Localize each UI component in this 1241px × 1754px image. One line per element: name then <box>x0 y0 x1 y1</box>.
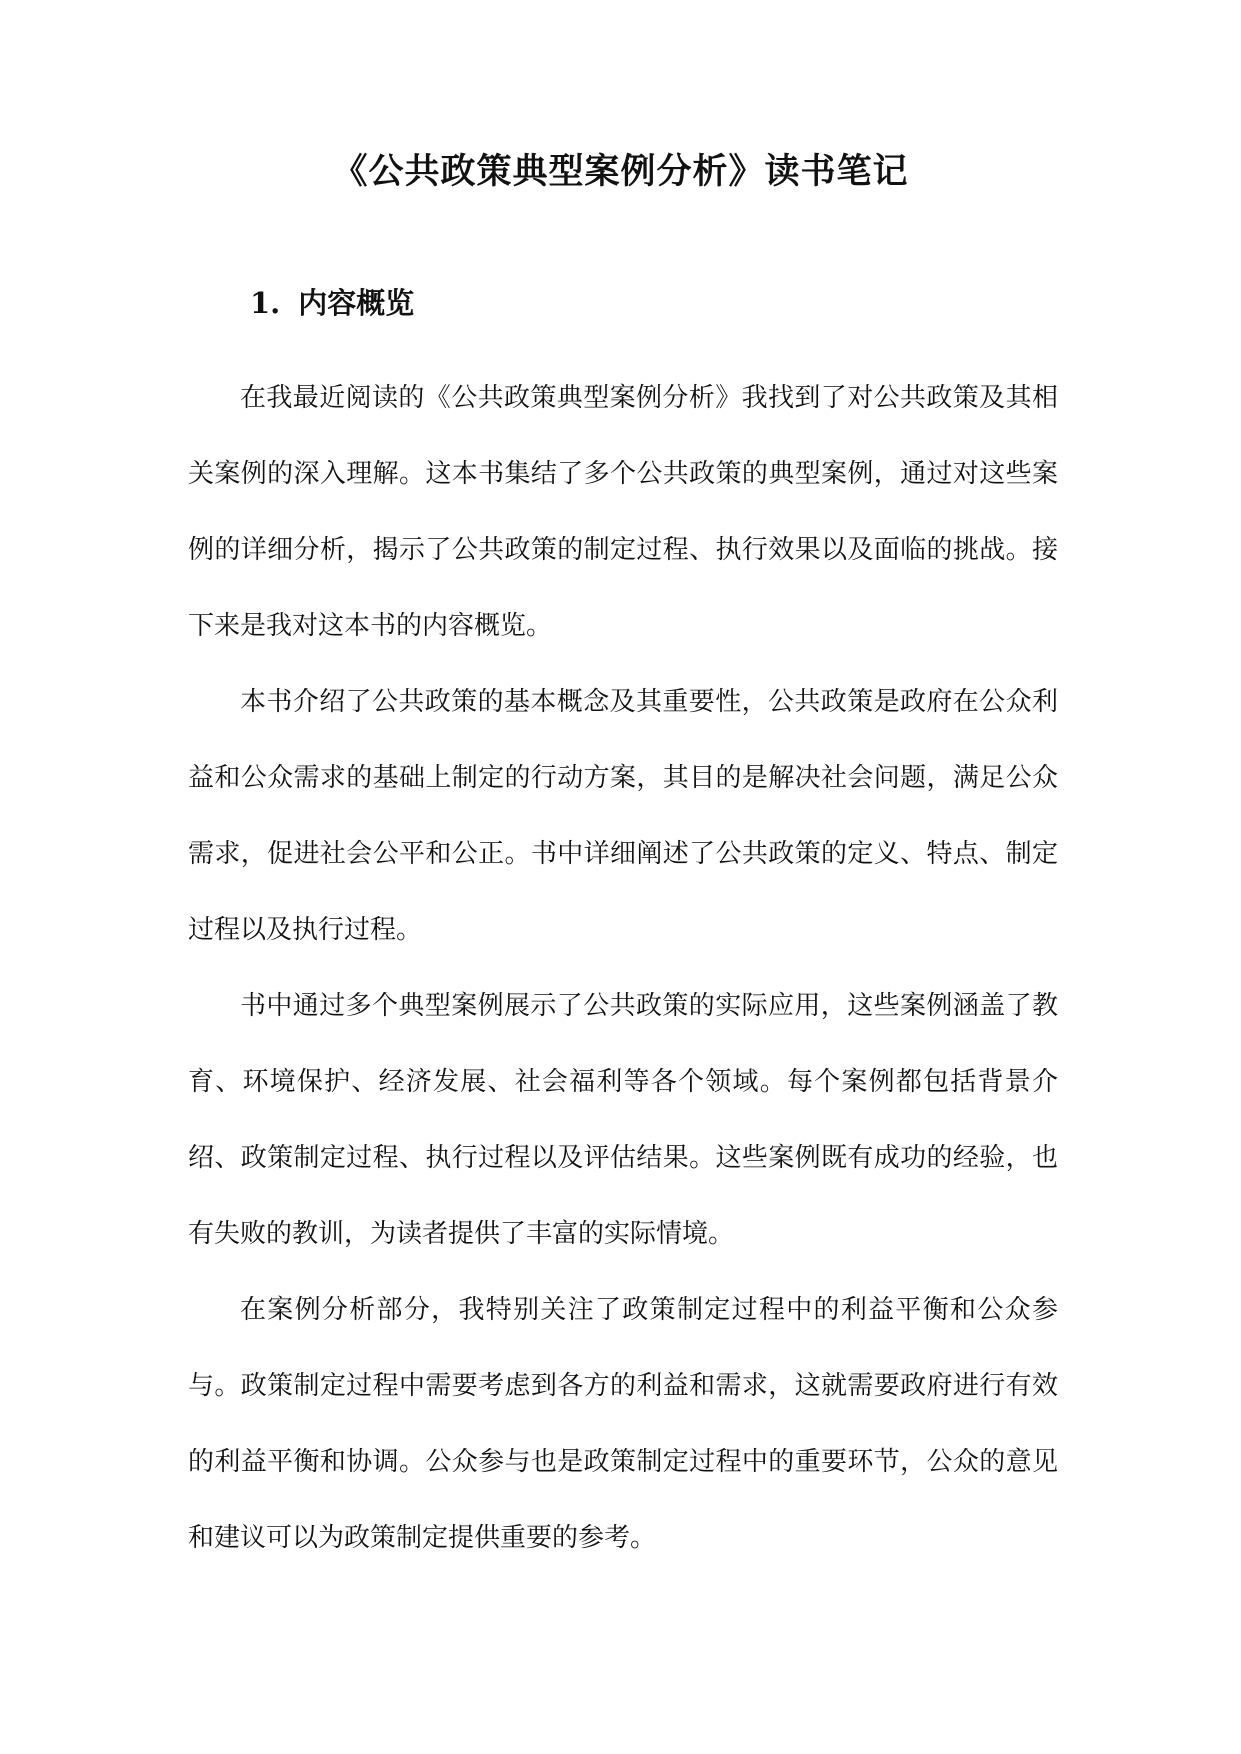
section-heading <box>250 283 414 323</box>
paragraph: 书中通过多个典型案例展示了公共政策的实际应用，这些案例涵盖了教育、环境保护、经济发展、社会福利等各个领域。每个案例都包括背景介绍、政策制定过程、执行过程以及评估结果。这些案例既有成功的经验，也有失败的教训，为读者提供了丰富的实际情境。 <box>188 991 1058 1249</box>
paragraph: 在我最近阅读的《公共政策典型案例分析》我找到了对公共政策及其相关案例的深入理解。这本书集结了多个公共政策的典型案例，通过对这些案例的详细分析，揭示了公共政策的制定过程、执行效果以及面临的挑战。接下来是我对这本书的内容概览。 <box>188 383 1058 641</box>
section-heading-text: 内容概览 <box>298 286 415 320</box>
document-title: 《公共政策典型案例分析》读书笔记 <box>332 151 909 192</box>
body-text <box>188 360 1058 1576</box>
paragraph: 在案例分析部分，我特别关注了政策制定过程中的利益平衡和公众参与。政策制定过程中需要考虑到各方的利益和需求，这就需要政府进行有效的利益平衡和协调。公众参与也是政策制定过程中的重要环节，公众的意见和建议可以为政策制定提供重要的参考。 <box>188 1295 1058 1553</box>
paragraph: 本书介绍了公共政策的基本概念及其重要性，公共政策是政府在公众利益和公众需求的基础上制定的行动方案，其目的是解决社会问题，满足公众需求，促进社会公平和公正。书中详细阐述了公共政策的定义、特点、制定过程以及执行过程。 <box>188 687 1058 945</box>
section-number: 1. <box>250 286 281 320</box>
